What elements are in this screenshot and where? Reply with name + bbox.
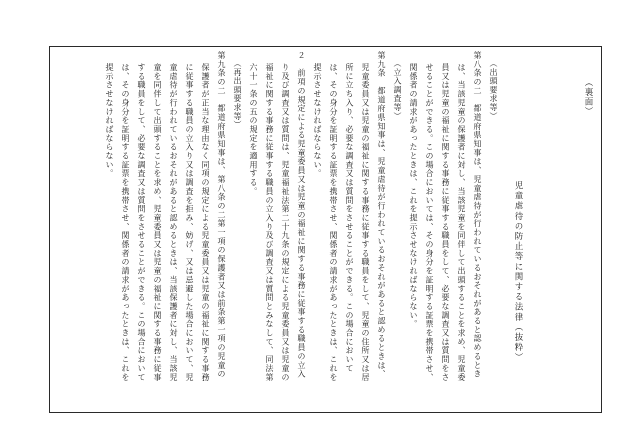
heading-tachiiri-chosa: （立入調査等） [393, 59, 402, 121]
text-line: は、当該児童の保護者に対し、当該児童を同伴して出頭することを求め、児童委 [457, 63, 466, 382]
text-line: 童虐待が行われているおそれがあると認めるときは、当該保護者に対し、当該児 [169, 63, 178, 382]
text-line: は、その身分を証明する証票を携帯させ、関係者の請求があったときは、これを [121, 63, 130, 382]
text-line: 保護者が正当な理由なく同項の規定による児童委員又は児童の福祉に関する事務 [201, 63, 210, 382]
text-line: 福祉に関する事務に従事する職員の立入り及び調査又は質問とみなして、同法第 [265, 63, 274, 382]
text-line: せることができる。この場合においては、その身分を証明する証票を携帯させ、 [425, 63, 434, 382]
text-line: 所に立ち入り、必要な調査又は質問をさせることができる。この場合において [345, 63, 354, 373]
text-line: 児童委員又は児童の福祉に関する事務に従事する職員をして、児童の住所又は居 [361, 63, 370, 382]
text-line: 六十一条の五の規定を適用する。 [249, 63, 258, 196]
text-line: は、その身分を証明する証票を携帯させ、関係者の請求があったときは、これを [329, 63, 338, 382]
text-line: 第八条の二 都道府県知事は、児童虐待が行われているおそれがあると認めるとき [473, 51, 482, 379]
text-line: 提示させなければならない。 [313, 63, 322, 179]
text-line: ２ 前項の規定による児童委員又は児童の福祉に関する事務に従事する職員の立入 [297, 51, 306, 379]
text-line: 提示させなければならない。 [105, 63, 114, 179]
text-line: 童を同伴して出頭することを求め、児童委員又は児童の福祉に関する事務に従事 [153, 63, 162, 382]
side-label: （裏面） [583, 78, 593, 116]
text-line: に従事する職員の立入り又は調査を拒み、妨げ、又は忌避した場合において、児 [185, 63, 194, 382]
text-line: 関係者の請求があったときは、これを提示させなければならない。 [409, 63, 418, 329]
text-line: する職員をして、必要な調査又は質問をさせることができる。この場合において [137, 63, 146, 382]
heading-sai-shutto-yokyu: （再出頭要求等） [233, 59, 242, 130]
text-line: 員又は児童の福祉に関する事務に従事する職員をして、必要な調査又は質問をさ [441, 63, 450, 382]
text-line: り及び調査又は質問は、児童福祉法第二十九条の規定による児童委員又は児童の [281, 63, 290, 382]
text-line: 第九条の二 都道府県知事は、第八条の二第一項の保護者又は前条第一項の児童の [217, 51, 226, 379]
law-title: 児童虐待の防止等に関する法律（抜粋） [513, 181, 523, 363]
text-frame [49, 46, 602, 413]
heading-shutto-yokyu: （出頭要求等） [489, 59, 498, 121]
text-line: 第九条 都道府県知事は、児童虐待が行われているおそれがあると認めるときは、 [377, 51, 386, 379]
